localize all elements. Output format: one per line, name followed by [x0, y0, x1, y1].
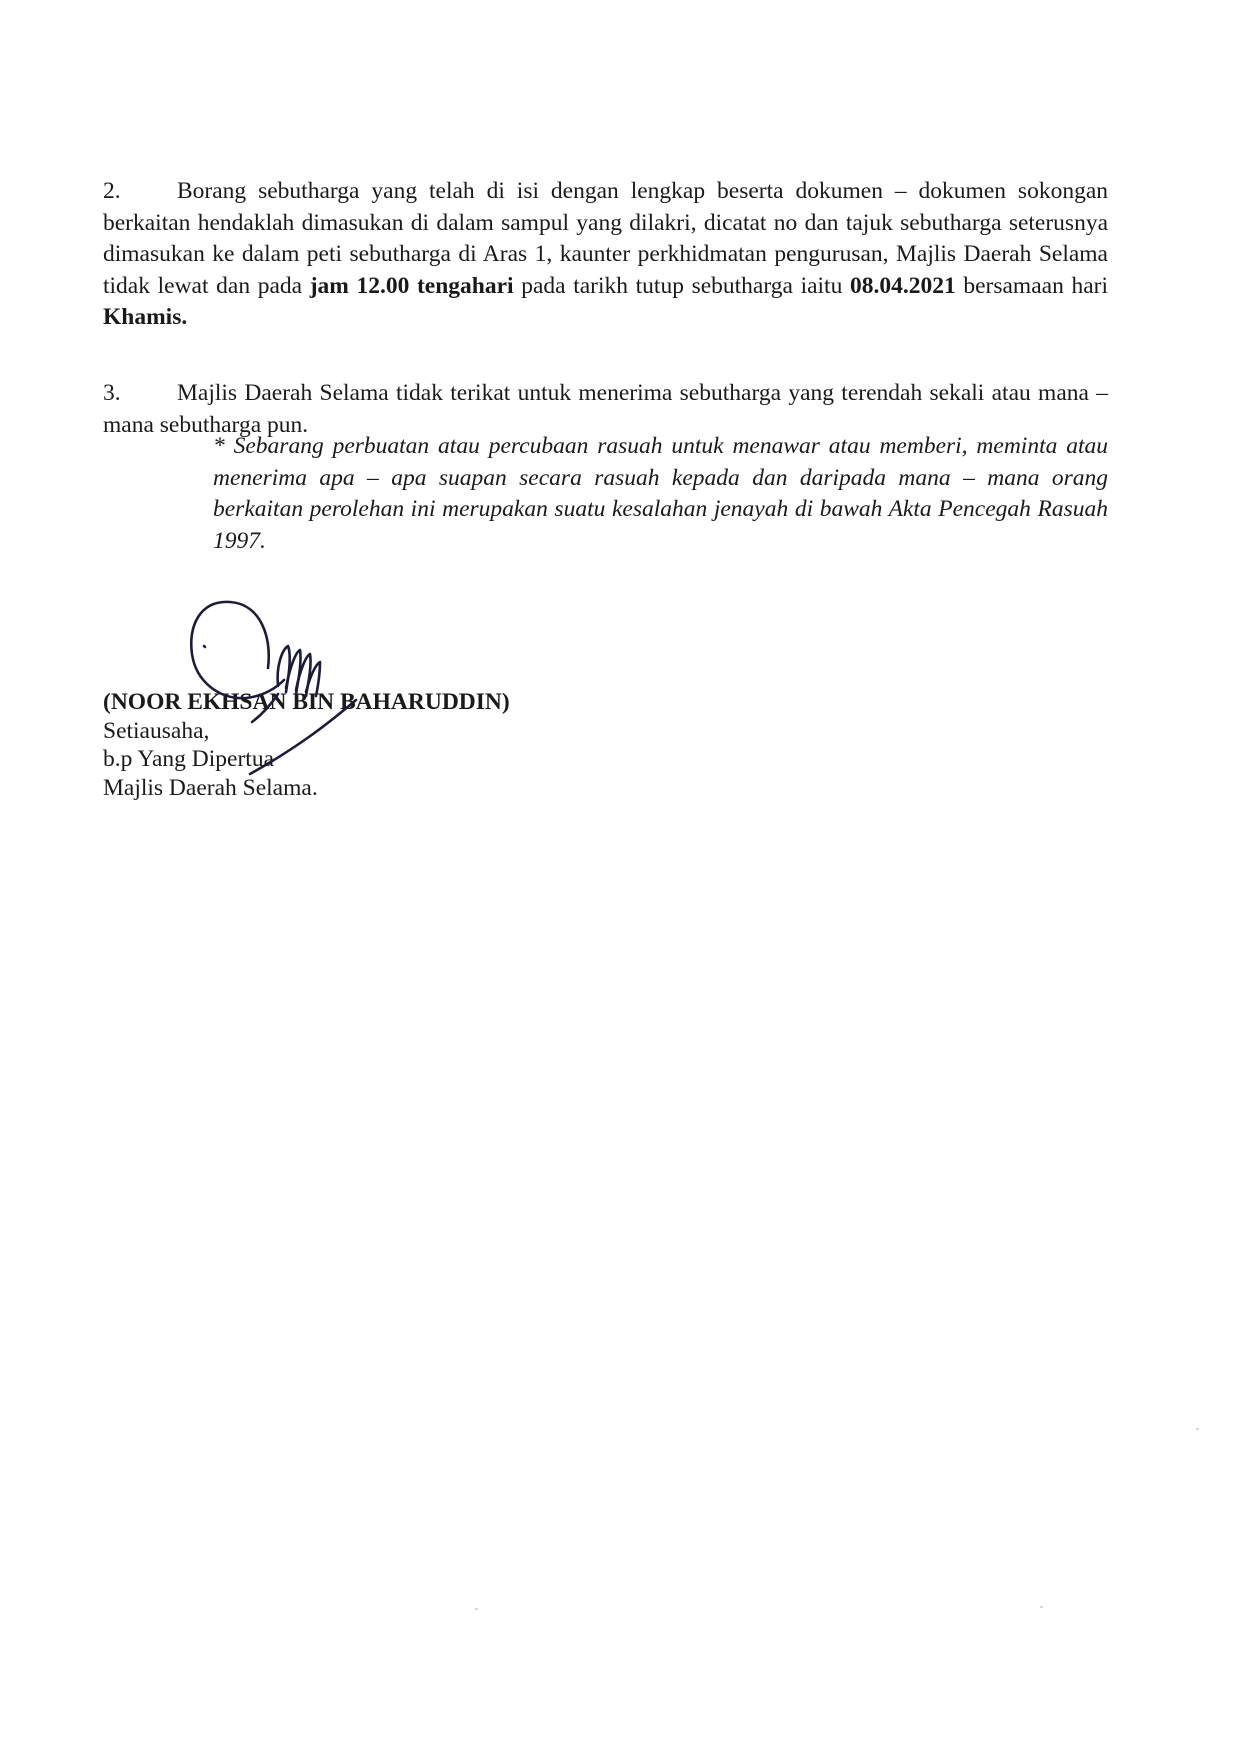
paragraph-2-number: 2.	[103, 178, 121, 204]
scan-speck	[475, 1608, 478, 1610]
paragraph-2-text: Borang sebutharga yang telah di isi dengan lengkap beserta dokumen – dokumen sokongan berkaitan hendaklah dimasukan di dalam sampul yang dilakri, dicatat no dan tajuk sebutharga seterusnya dimasukan ke dalam peti sebutharga di Aras 1, kaunter perkhidmatan pengurusan, Majlis Daerah Selama tidak lewat dan pada	[103, 178, 1108, 299]
scan-speck	[1196, 1428, 1199, 1430]
paragraph-2-text-2: pada tarikh tutup sebutharga iaitu	[513, 272, 850, 299]
signatory-name: (NOOR EKHSAN BIN BAHARUDDIN)	[103, 689, 510, 715]
signatory-position: Setiausaha,	[103, 717, 210, 744]
signatory-organization: Majlis Daerah Selama.	[103, 774, 318, 801]
closing-time: jam 12.00 tengahari	[309, 272, 514, 299]
paragraph-2-text-3: bersamaan hari	[955, 272, 1108, 299]
closing-date: 08.04.2021	[849, 272, 956, 299]
paragraph-3-number: 3.	[103, 380, 121, 406]
anti-corruption-note: * Sebarang perbuatan atau percubaan rasuah untuk menawar atau memberi, meminta atau menerima apa – apa suapan secara rasuah kepada dan daripada mana – mana orang berkaitan perolehan ini merupakan suatu kesalahan jenayah di bawah Akta Pencegah Rasuah 1997.	[213, 433, 1108, 554]
closing-day: Khamis.	[103, 304, 188, 330]
paragraph-2	[103, 176, 1108, 334]
signatory-on-behalf: b.p Yang Dipertua	[103, 746, 275, 772]
paragraph-3-text: Majlis Daerah Selama tidak terikat untuk menerima sebutharga yang terendah sekali atau mana – mana sebutharga pun.	[103, 380, 1108, 438]
scan-speck	[1040, 1606, 1043, 1608]
signature-block	[103, 688, 510, 802]
